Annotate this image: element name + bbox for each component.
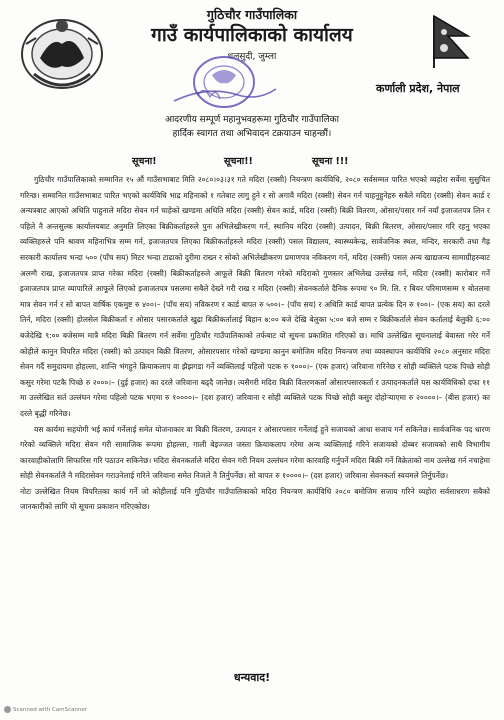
round-office-stamp-icon xyxy=(168,55,280,109)
scanner-label: Scanned with CamScanner xyxy=(13,707,87,713)
province-label: कर्णाली प्रदेश, नेपाल xyxy=(376,82,460,95)
notice-heading: सूचना!! xyxy=(224,156,253,167)
body-paragraph: गुठिचौर गाउँपालिकाको सम्मानित १५ औं गाउँसभाबाट मिति २०८०।०३।३१ गते मदिरा (रक्सी) नियन्त्रण कार्यविधि, २०८० सर्वसम्मत पारित भएको व्यहोरा सर्वेमा सुसुचित गरिन्छ। सम्मानित गाउँसभाबाट पारित भएको कार्यविधि भाद्र महिनाको १ गतेबाट लागु हुने र सो अगावै मदिरा (रक्सी) सेवन गर्न चाहनुहुनेहरु सबैले मदिरा (रक्सी) सेवन कार्ड र अन्यत्रबाट आएको अथिति पाहुनाले मदिरा सेवन गर्न चाहेको खण्डमा अथिति मदिरा (रक्सी) सेवन कार्ड, मदिरा (रक्सी) बिक्री वितरण, ओसार/पसार गर्न नयाँ इजाजतपत्र लिन र पहिले नै अन्तसुल्क कार्यालयबाट अनुमति लिएका बिक्रीकर्ताहरुले पुनः अभिलेखीकरण गर्न, स्थानिय मदिरा (रक्सी) उत्पादन, बिक्री बितरण, ओसार/पसार गरि रहनु भएका व्यक्तिहरुले पनि श्रावण महिनाभित्र सम्म गर्न, इजाजतपत्र लिएका बिक्रीकर्ताहरुले मदिरा (रक्सी) पसल विद्यालय, स्वास्थ्यकेन्द्र, सार्वजनिक स्थल, मन्दिर, सरकारी तथा गैह्र सरकारी कार्यालय भन्दा ५०० (पाँच सय) मिटर भन्दा टाढाको दुरीमा राख्न र सोको अभिलेखीकरण प्रमाणपत्र नविकरण गर्न, मदिरा (रक्सी) पसल अन्य खाद्यजन्य सामाग्रीहरुबाट अलग्गै राख, इजाजतपत्र प्राप्त गरेका मदिरा (रक्सी) बिक्रीकर्ताहरुले आफूले बिक्री बितरण गरेको मदिराको गुणस्तर अभिलेख उल्लेख गर्न, मदिरा (रक्सी) कारोबार गर्ने इजाजतपत्र प्राप्त व्यापारिले आफूले लिएको इजाजतपत्र पसलमा सबैले देख्ने गरी राख र मदिरा (रक्सी) सेवनकर्ताले दैनिक रूपमा ९० मि. लि. र बियर परिमाणसम्म १ बोतलमा मात्र सेवन गर्न र सो बापत वार्षिक एकमुष्ट रु ४००।– (पाँच सय) नविकरण र कार्ड बापत रु ५००।– (पाँच सय) र अथिति कार्ड बापत प्रत्येक दिन रु १००।– (एक सय) का दरले तिर्न, मदिरा (रक्सी) होलसेल बिक्रीकर्ता र ओसार पसारकर्ताले खुद्रा बिक्रीकर्तालाई बिहान ७:०० बजे देखि बेलुका ५:०० बजे सम्म र बिक्रीकर्ताले सेवन कर्तालाई बेलुकी ६:०० बजेदेखि ९:०० बजेसम्म मात्रै मदिरा बिक्री बितरण गर्न सर्वेमा गुठिचौर गाउँपालिकाको तर्फबाट यो सूचना प्रकाशित गरिएको छ। माथि उल्लेखित सूचनालाई बेवास्ता गरेर गर्ने कोहीले कानुन विपरित मदिरा (रक्सी) को उत्पादन बिक्री वितरण, ओसारपसार गरेको खण्डमा कानुन बमोजिम मदिरा नियन्त्रण तथा व्यवस्थापन कार्यविधि २०८० अनुसार मदिरा सेवन गर्दै समुदायमा होहल्ला, शान्ति भंगहुने क्रियाकलाप वा झैझगडा गर्ने व्यक्तिलाई पहिलो पटक रु १०००।– (एक हजार) जरिवाना गरिनेछ र सोही व्यक्तिले पटक पिच्छे सोही कसुर गरेमा पटकै पिच्छे रु २०००।– (दुई हजार) का दरले जरिवाना बढ्दै जानेछ। त्यसैगरी मदिरा बिक्री वितरणकर्ता ओसारपसारकर्ता र उत्पादनकर्ताले यस कार्यविधिको दफा ११ मा उल्लेखित सर्त उल्लंघन गरेमा पहिलो पटक भएमा रु १००००।– (दश हजार) जरिवाना र सोही व्यक्तिले पटक पिच्छे सोही कसुर दोहोर्‍याएमा रु २००००।– (बीस हजार) का दरले बृद्धी गरिनेछ। xyxy=(20,175,490,418)
office-title: गाउँ कार्यपालिकाको कार्यालय xyxy=(151,24,353,46)
notice-heading: सूचना !!! xyxy=(312,156,349,167)
scanner-watermark xyxy=(4,706,87,713)
note-paragraph: नोटः उल्लेखित नियम विपरितका कार्य गर्ने जो कोहीलाई पनि गुठिचौर गाउँपालिकाको मदिरा नियन्त्रण कार्यविधि २०८० बमोजिम सजाय गरिने व्यहोरा सर्वसाधरण सबैको जानकारीको लागि यो सूचना प्रकाशन गरिएकोछ। xyxy=(20,486,490,512)
welcome-line-1: आदरणीय सम्पूर्ण महानुभवहरूमा गुठिचौर गाउँपालिका xyxy=(165,115,339,125)
notice-body xyxy=(20,172,490,515)
nepal-flag-icon xyxy=(430,14,474,68)
welcome-line-2: हार्दिक स्वागत तथा अभिवादन टक्रयाउन चाहन्छौं। xyxy=(172,129,332,139)
body-paragraph: यस कार्यमा सहयोगी भई कार्य गर्नेलाई समेत योजनाकार वा बिक्री वितरण, उत्पादन र ओसारपसार गर्नेलाई हुने सजायको आधा सजाय गर्न सकिनेछ। सार्वजनिक पद धारण गरेको व्यक्तिले मदिरा सेवन गरी सामाजिक रूपमा होहल्ला, गाली बेइज्जत जस्ता क्रियाकलाप गरेमा अन्य व्यक्तिलाई गरिने सजायको दोब्बर सजायको साथै विभागीय कारवाहीकोलागि सिफारिस गरि पठाउन सकिनेछ। मदिरा सेवनकर्ताले मदिरा सेवन गरी नियम उल्लंघन गरेमा कारवाहि गर्नुपर्ने मदिरा बिक्री गर्ने विक्रेताको नाम उल्लेख गर्न नचाहेमा सोही सेवनकर्तालै नै मदिरासेवन गराउनेलाई गरिने जरिवाना समेत निजले नै तिर्नुपर्नेछ। सो बापत रु १००००।– (दश हजार) जरिवाना सेवनकर्ता स्वयमले तिर्नुपर्नेछ। xyxy=(20,424,490,481)
camscanner-logo-icon xyxy=(4,706,11,713)
office-address: धलसुदी, जुम्ला xyxy=(227,52,277,62)
municipality-name: गुठिचौर गाउँपालिका xyxy=(206,7,298,22)
closing-thanks: धन्यवाद! xyxy=(233,671,271,684)
notice-heading: सूचना! xyxy=(132,156,157,167)
